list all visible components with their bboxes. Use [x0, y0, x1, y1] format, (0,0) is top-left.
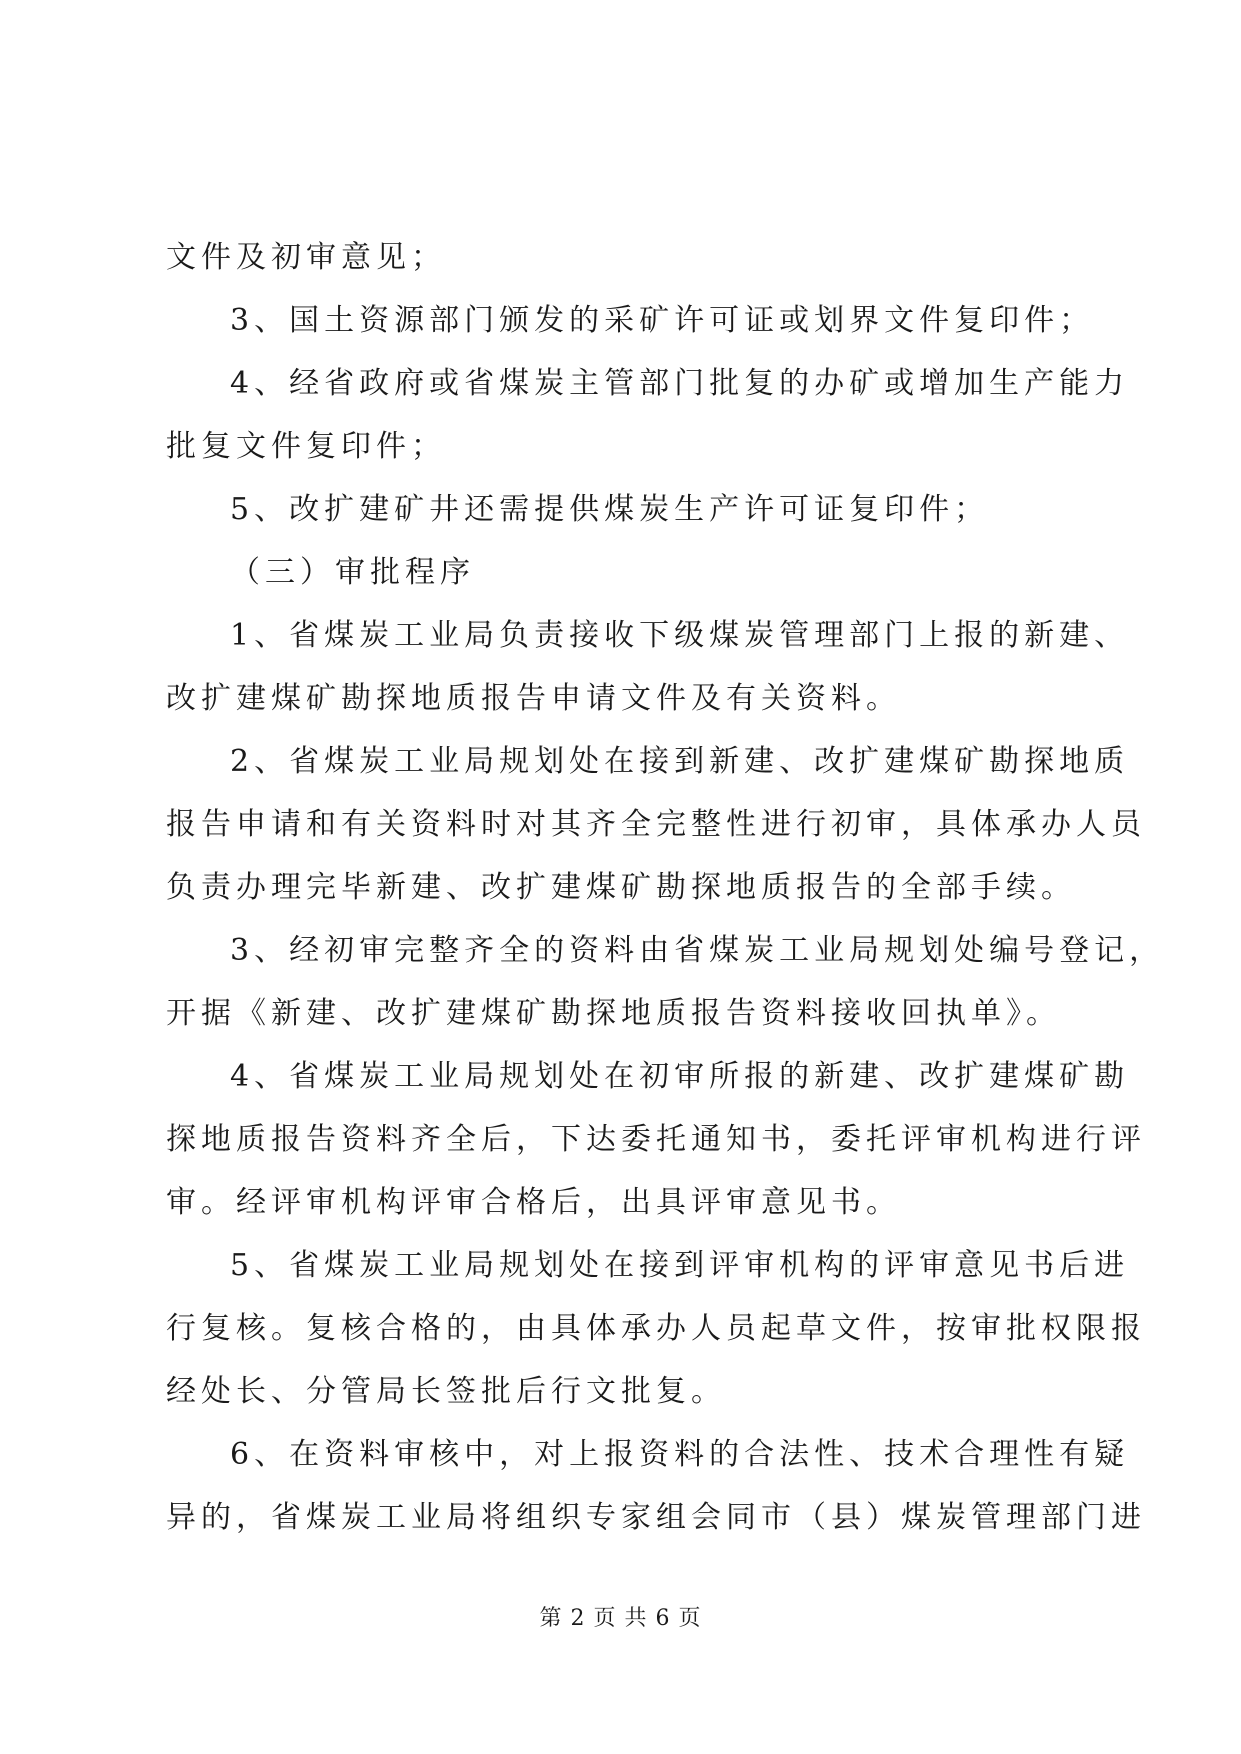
text-line: 经处长、分管局长签批后行文批复。	[166, 1374, 726, 1409]
text-line: 批复文件复印件；	[166, 429, 446, 464]
list-item-3: 3、国土资源部门颁发的采矿许可证或划界文件复印件；	[230, 303, 1095, 338]
text-line: 审。经评审机构评审合格后，出具评审意见书。	[166, 1185, 901, 1220]
list-item-4: 4、经省政府或省煤炭主管部门批复的办矿或增加生产能力	[230, 366, 1130, 401]
page-number-footer: 第 2 页 共 6 页	[539, 1606, 702, 1631]
text-line: 报告申请和有关资料时对其齐全完整性进行初审，具体承办人员	[166, 807, 1146, 842]
procedure-item-4: 4、省煤炭工业局规划处在初审所报的新建、改扩建煤矿勘	[230, 1059, 1130, 1094]
text-line: 异的，省煤炭工业局将组织专家组会同市（县）煤炭管理部门进	[166, 1500, 1146, 1535]
procedure-item-1: 1、省煤炭工业局负责接收下级煤炭管理部门上报的新建、	[230, 618, 1130, 653]
document-body	[166, 226, 1165, 1549]
text-line: 改扩建煤矿勘探地质报告申请文件及有关资料。	[166, 681, 901, 716]
procedure-item-5: 5、省煤炭工业局规划处在接到评审机构的评审意见书后进	[230, 1248, 1130, 1283]
text-line: 开据《新建、改扩建煤矿勘探地质报告资料接收回执单》。	[166, 996, 1061, 1031]
list-item-5: 5、改扩建矿井还需提供煤炭生产许可证复印件；	[230, 492, 990, 527]
text-line: 探地质报告资料齐全后，下达委托通知书，委托评审机构进行评	[166, 1122, 1146, 1157]
procedure-item-2: 2、省煤炭工业局规划处在接到新建、改扩建煤矿勘探地质	[230, 744, 1130, 779]
text-line: 文件及初审意见；	[166, 240, 446, 275]
text-line: 行复核。复核合格的，由具体承办人员起草文件，按审批权限报	[166, 1311, 1146, 1346]
procedure-item-6: 6、在资料审核中，对上报资料的合法性、技术合理性有疑	[230, 1437, 1130, 1472]
text-line: 负责办理完毕新建、改扩建煤矿勘探地质报告的全部手续。	[166, 870, 1076, 905]
section-heading: （三）审批程序	[230, 555, 475, 590]
procedure-item-3: 3、经初审完整齐全的资料由省煤炭工业局规划处编号登记，	[230, 933, 1165, 968]
